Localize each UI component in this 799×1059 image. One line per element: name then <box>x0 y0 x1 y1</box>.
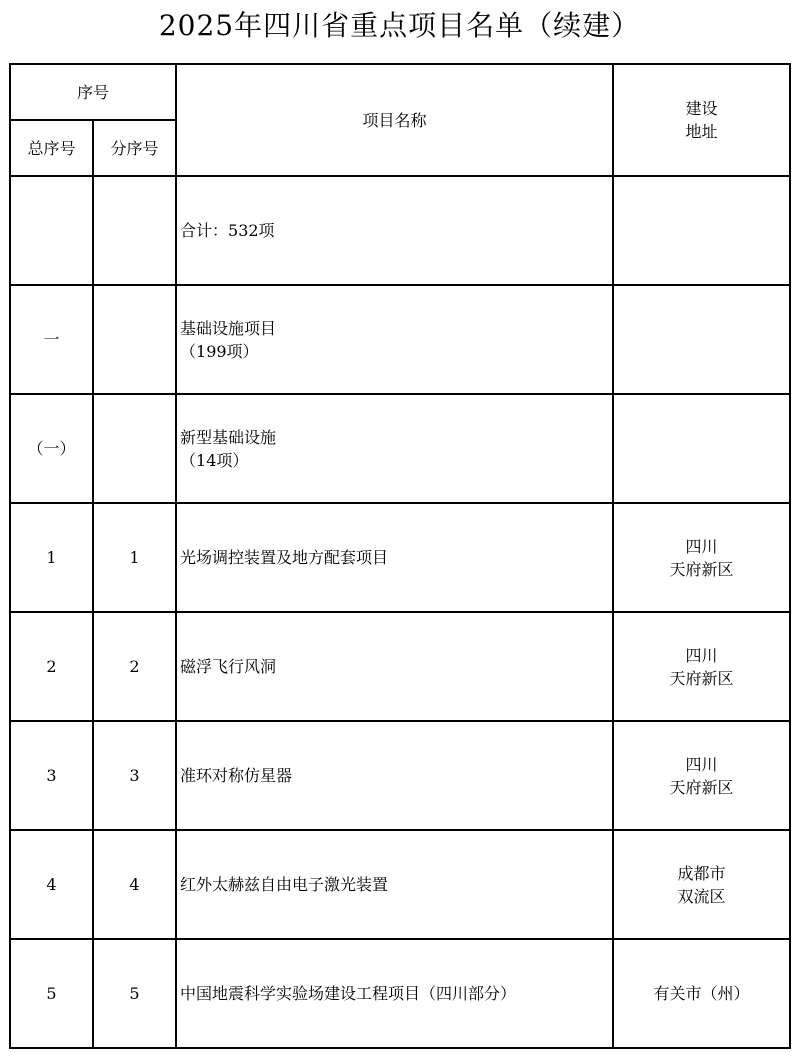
header-seq: 序号 <box>10 64 176 120</box>
location-cell <box>613 612 790 721</box>
project-name: 合计：532项 <box>180 221 275 240</box>
location-line2: 天府新区 <box>669 668 734 688</box>
project-name-cell <box>176 721 613 830</box>
location-cell <box>613 285 790 394</box>
table-row <box>10 285 790 394</box>
sub-seq-cell <box>93 285 176 394</box>
header-location-line2: 地址 <box>685 122 718 141</box>
sub-seq-cell: 5 <box>93 939 176 1048</box>
total-seq-cell: 4 <box>10 830 93 939</box>
header-location-line1: 建设 <box>685 99 718 118</box>
project-name-cell <box>176 939 613 1048</box>
location-line1: 四川 <box>685 754 718 774</box>
project-name: 光场调控装置及地方配套项目 <box>180 548 389 567</box>
total-seq-cell: 5 <box>10 939 93 1048</box>
project-name: 红外太赫兹自由电子激光装置 <box>180 875 389 894</box>
table-row <box>10 830 790 939</box>
sub-seq-cell <box>93 394 176 503</box>
table-row <box>10 612 790 721</box>
total-seq-cell: 2 <box>10 612 93 721</box>
project-name-cell <box>176 394 613 503</box>
location-line2: 双流区 <box>677 886 726 906</box>
project-name: 准环对称仿星器 <box>180 766 293 785</box>
location-line1: 四川 <box>685 536 718 556</box>
header-location <box>613 64 790 176</box>
location-cell <box>613 721 790 830</box>
table-row <box>10 721 790 830</box>
project-table <box>9 63 791 1049</box>
location-cell <box>613 830 790 939</box>
sub-seq-cell <box>93 176 176 285</box>
header-sub-seq: 分序号 <box>93 120 176 176</box>
location-cell <box>613 176 790 285</box>
total-seq-cell: 1 <box>10 503 93 612</box>
sub-seq-cell: 4 <box>93 830 176 939</box>
project-name-cell <box>176 612 613 721</box>
header-row-1 <box>10 64 790 120</box>
location-line1: 成都市 <box>677 863 726 883</box>
project-name: 基础设施项目 <box>180 318 277 338</box>
project-name-cell <box>176 285 613 394</box>
location-cell <box>613 503 790 612</box>
sub-seq-cell: 3 <box>93 721 176 830</box>
sub-seq-cell: 2 <box>93 612 176 721</box>
location-cell <box>613 939 790 1048</box>
header-total-seq: 总序号 <box>10 120 93 176</box>
project-name: 磁浮飞行风洞 <box>180 657 277 676</box>
header-project-name: 项目名称 <box>176 64 613 176</box>
location-line1: 有关市（州） <box>653 984 750 1003</box>
project-count: （199项） <box>180 341 259 361</box>
table-row <box>10 939 790 1048</box>
table-row <box>10 503 790 612</box>
total-seq-cell: 一 <box>10 285 93 394</box>
project-name-cell <box>176 176 613 285</box>
total-seq-cell: （一） <box>10 394 93 503</box>
table-row <box>10 176 790 285</box>
total-seq-cell <box>10 176 93 285</box>
location-cell <box>613 394 790 503</box>
project-name-cell <box>176 503 613 612</box>
location-line2: 天府新区 <box>669 777 734 797</box>
project-name: 新型基础设施 <box>180 427 277 447</box>
project-name-cell <box>176 830 613 939</box>
total-seq-cell: 3 <box>10 721 93 830</box>
location-line2: 天府新区 <box>669 559 734 579</box>
table-row <box>10 394 790 503</box>
location-line1: 四川 <box>685 645 718 665</box>
sub-seq-cell: 1 <box>93 503 176 612</box>
page-title: 2025年四川省重点项目名单（续建） <box>158 9 641 42</box>
project-name: 中国地震科学实验场建设工程项目（四川部分） <box>180 984 517 1003</box>
project-count: （14项） <box>180 450 249 470</box>
